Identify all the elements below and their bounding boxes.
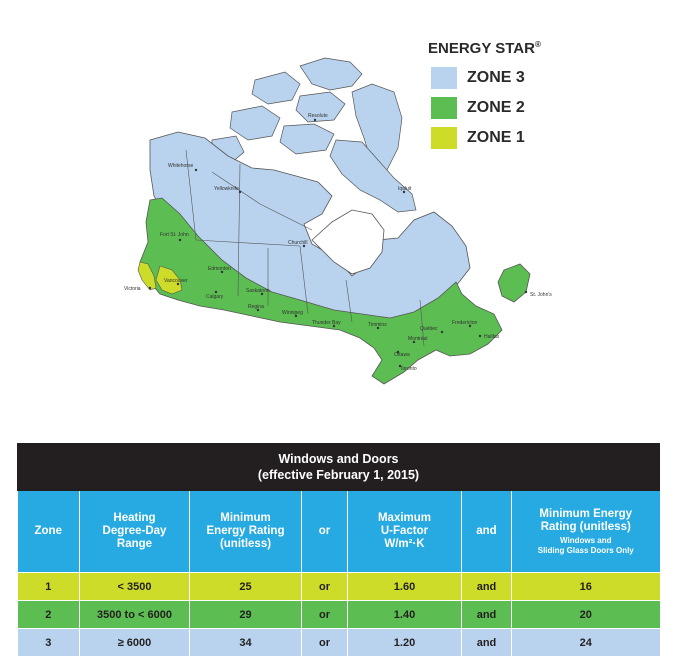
city-label-montreal: Montréal (408, 336, 428, 342)
col-header-or-text: or (318, 525, 331, 537)
col-header-energy-rating (190, 491, 302, 573)
legend-label-zone2: ZONE 2 (467, 99, 525, 116)
city-label-yellowknife: Yellowknife (214, 186, 239, 192)
city-label-fort-st-john: Fort St. John (160, 232, 189, 238)
col-header-hdd-2: Degree-Day (102, 525, 167, 537)
col-header-er-2: Energy Rating (206, 525, 285, 537)
col-header-mer-1: Minimum Energy (539, 507, 633, 520)
col-header-er-1: Minimum (220, 512, 271, 524)
city-label-churchill: Churchill (288, 240, 308, 246)
city-dot (179, 239, 181, 241)
city-label-vancouver: Vancouver (164, 278, 188, 284)
city-dot (239, 191, 241, 193)
table-title-line1: Windows and Doors (278, 452, 399, 466)
cell-hdd: < 3500 (80, 573, 190, 601)
cell-energy-rating: 25 (190, 573, 302, 601)
col-header-and (462, 491, 512, 573)
cell-hdd: 3500 to < 6000 (80, 601, 190, 629)
legend-label-zone3: ZONE 3 (467, 69, 525, 86)
table-title (18, 444, 660, 491)
legend-item-zone2 (431, 96, 525, 120)
col-header-mer-note-1: Windows and (560, 535, 612, 545)
legend-title-text: ENERGY STAR (428, 40, 535, 57)
col-header-er-3: (unitless) (219, 538, 272, 550)
legend-item-zone3 (431, 66, 525, 90)
table-row (18, 601, 660, 629)
city-label-saskatoon: Saskatoon (246, 288, 270, 294)
legend-swatch-zone1 (431, 127, 457, 149)
col-header-u-factor (348, 491, 462, 573)
cell-u-factor: 1.40 (348, 601, 462, 629)
cell-or: or (302, 573, 348, 601)
cell-hdd: ≥ 6000 (80, 629, 190, 657)
city-dot (525, 291, 527, 293)
city-label-ottawa: Ottawa (394, 352, 410, 358)
registered-mark: ® (534, 40, 541, 49)
cell-or: or (302, 601, 348, 629)
city-label-resolute: Resolute (308, 113, 328, 119)
col-header-mer-2: Rating (unitless) (540, 520, 631, 533)
map-region-newfoundland (498, 264, 530, 302)
legend-title (428, 40, 541, 57)
col-header-uf-2: U-Factor (380, 525, 429, 537)
city-label-toronto: Toronto (400, 366, 417, 372)
cell-min-energy-rating: 20 (512, 601, 660, 629)
city-label-st-johns: St. John's (530, 292, 552, 298)
city-label-timmins: Timmins (368, 322, 387, 328)
col-header-hdd-3: Range (116, 538, 153, 550)
city-label-iqaluit: Iqaluit (398, 186, 412, 192)
cell-zone: 1 (18, 573, 80, 601)
table-row (18, 573, 660, 601)
cell-u-factor: 1.60 (348, 573, 462, 601)
map-region-arctic-2 (252, 72, 300, 104)
map-region-arctic-5 (230, 106, 280, 140)
city-dot (314, 119, 316, 121)
city-label-edmonton: Edmonton (208, 266, 231, 272)
table-row (18, 629, 660, 657)
city-label-winnipeg: Winnipeg (282, 310, 303, 316)
col-header-min-energy-rating (512, 491, 660, 573)
city-label-victoria: Victoria (124, 286, 141, 292)
col-header-and-text: and (476, 525, 497, 537)
cell-zone: 3 (18, 629, 80, 657)
map-region-arctic-6 (280, 124, 334, 154)
cell-and: and (462, 573, 512, 601)
city-label-thunder-bay: Thunder Bay (312, 320, 341, 326)
city-dot (149, 287, 151, 289)
col-header-hdd-1: Heating (113, 512, 156, 524)
city-dot (195, 169, 197, 171)
city-dot (215, 291, 217, 293)
legend-swatch-zone3 (431, 67, 457, 89)
col-header-hdd (80, 491, 190, 573)
cell-or: or (302, 629, 348, 657)
legend-item-zone1 (431, 126, 525, 150)
city-dot (479, 335, 481, 337)
city-label-fredericton: Fredericton (452, 320, 478, 326)
column-header-row (18, 491, 660, 573)
col-header-or (302, 491, 348, 573)
col-header-zone-text: Zone (34, 525, 62, 537)
cell-and: and (462, 601, 512, 629)
city-label-halifax: Halifax (484, 334, 500, 340)
city-label-calgary: Calgary (206, 294, 224, 300)
col-header-uf-1: Maximum (377, 512, 432, 524)
windows-doors-table (17, 443, 660, 656)
cell-min-energy-rating: 16 (512, 573, 660, 601)
table-title-line2: (effective February 1, 2015) (257, 468, 420, 482)
cell-energy-rating: 34 (190, 629, 302, 657)
city-dot (441, 331, 443, 333)
cell-energy-rating: 29 (190, 601, 302, 629)
col-header-mer-note (512, 536, 660, 556)
legend-label-zone1: ZONE 1 (467, 129, 525, 146)
city-label-whitehorse: Whitehorse (168, 163, 194, 169)
cell-min-energy-rating: 24 (512, 629, 660, 657)
col-header-uf-3: W/m²·K (384, 538, 425, 550)
city-label-quebec: Québec (420, 326, 438, 332)
cell-and: and (462, 629, 512, 657)
cell-u-factor: 1.20 (348, 629, 462, 657)
col-header-zone (18, 491, 80, 573)
cell-zone: 2 (18, 601, 80, 629)
city-label-regina: Regina (248, 304, 264, 310)
map-region-arctic-1 (300, 58, 362, 90)
col-header-mer-note-2: Sliding Glass Doors Only (537, 545, 634, 555)
legend-swatch-zone2 (431, 97, 457, 119)
